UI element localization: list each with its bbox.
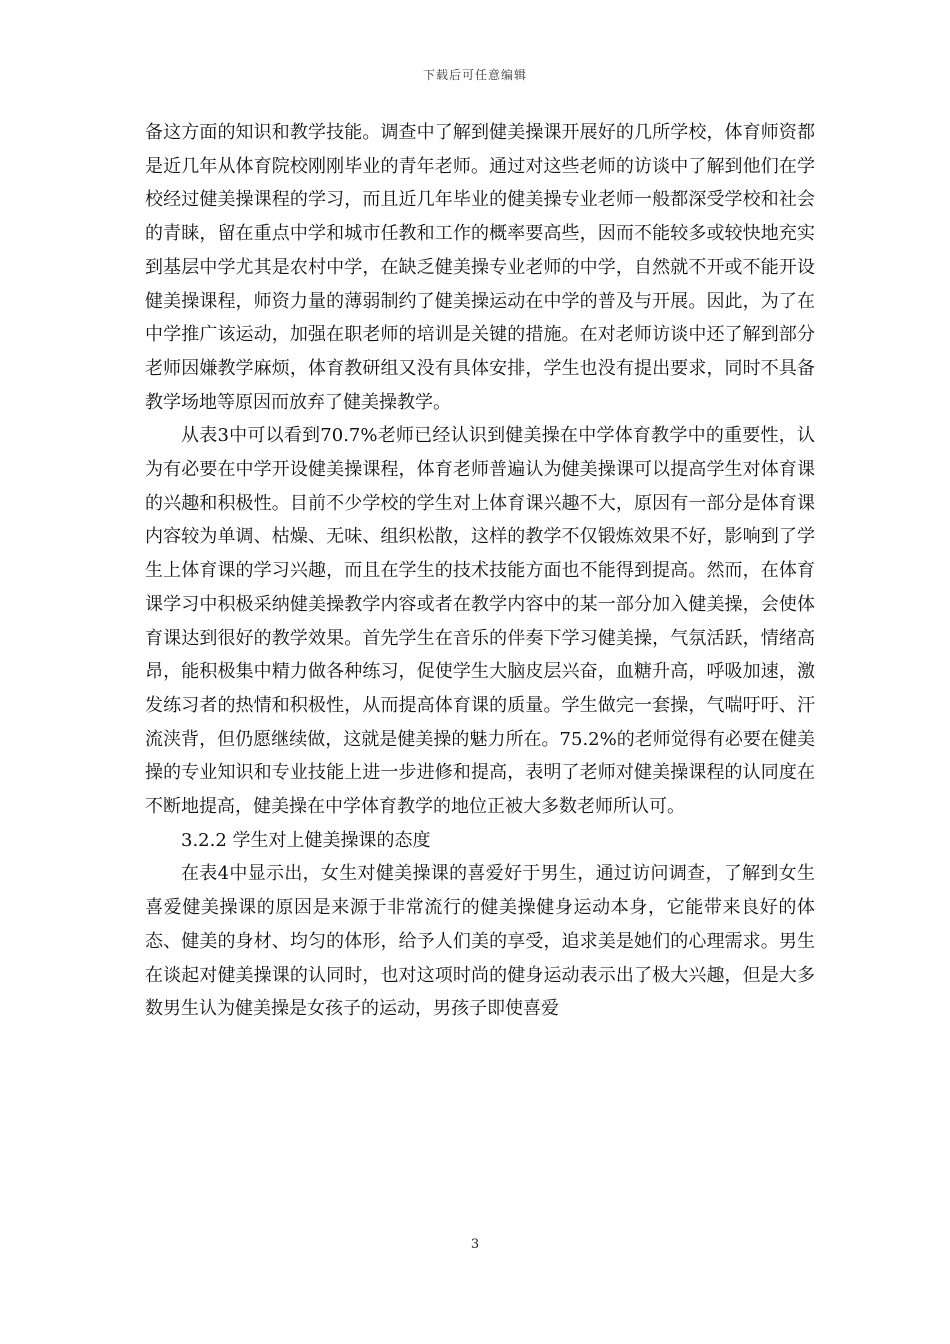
document-body — [145, 116, 815, 1026]
paragraph-student-attitude: 在表4中显示出，女生对健美操课的喜爱好于男生，通过访问调查，了解到女生喜爱健美操课的原因是来源于非常流行的健美操健身运动本身，它能带来良好的体态、健美的身材、均匀的体形，给予人们美的享受，追求美是她们的心理需求。男生在谈起对健美操课的认同时，也对这项时尚的健身运动表示出了极大兴趣，但是大多数男生认为健美操是女孩子的运动，男孩子即使喜爱 — [145, 863, 815, 1020]
page-header: 下载后可任意编辑 — [422, 68, 527, 82]
section-heading: 3.2.2 学生对上健美操课的态度 — [181, 829, 431, 851]
paragraph-continued: 备这方面的知识和教学技能。调查中了解到健美操课开展好的几所学校，体育师资都是近几年从体育院校刚刚毕业的青年老师。通过对这些老师的访谈中了解到他们在学校经过健美操课程的学习，而且近几年毕业的健美操专业老师一般都深受学校和社会的青睐，留在重点中学和城市任教和工作的概率要高些，因而不能较多或较快地充实到基层中学尤其是农村中学，在缺乏健美操专业老师的中学，自然就不开或不能开设健美操课程，师资力量的薄弱制约了健美操运动在中学的普及与开展。因此，为了在中学推广该运动，加强在职老师的培训是关键的措施。在对老师访谈中还了解到部分老师因嫌教学麻烦，体育教研组又没有具体安排，学生也没有提出要求，同时不具备教学场地等原因而放弃了健美操教学。 — [145, 122, 815, 413]
paragraph-teacher-attitude: 从表3中可以看到70.7%老师已经认识到健美操在中学体育教学中的重要性，认为有必要在中学开设健美操课程，体育老师普遍认为健美操课可以提高学生对体育课的兴趣和积极性。目前不少学校的学生对上体育课兴趣不大，原因有一部分是体育课内容较为单调、枯燥、无味、组织松散，这样的教学不仅锻炼效果不好，影响到了学生上体育课的学习兴趣，而且在学生的技术技能方面也不能得到提高。然而，在体育课学习中积极采纳健美操教学内容或者在教学内容中的某一部分加入健美操，会使体育课达到很好的教学效果。首先学生在音乐的伴奏下学习健美操，气氛活跃，情绪高昂，能积极集中精力做各种练习，促使学生大脑皮层兴奋，血糖升高，呼吸加速，激发练习者的热情和积极性，从而提高体育课的质量。学生做完一套操，气喘吁吁、汗流浃背，但仍愿继续做，这就是健美操的魅力所在。75.2%的老师觉得有必要在健美操的专业知识和专业技能上进一步进修和提高，表明了老师对健美操课程的认同度在不断地提高，健美操在中学体育教学的地位正被大多数老师所认可。 — [145, 425, 815, 818]
page-number: 3 — [470, 1237, 480, 1252]
